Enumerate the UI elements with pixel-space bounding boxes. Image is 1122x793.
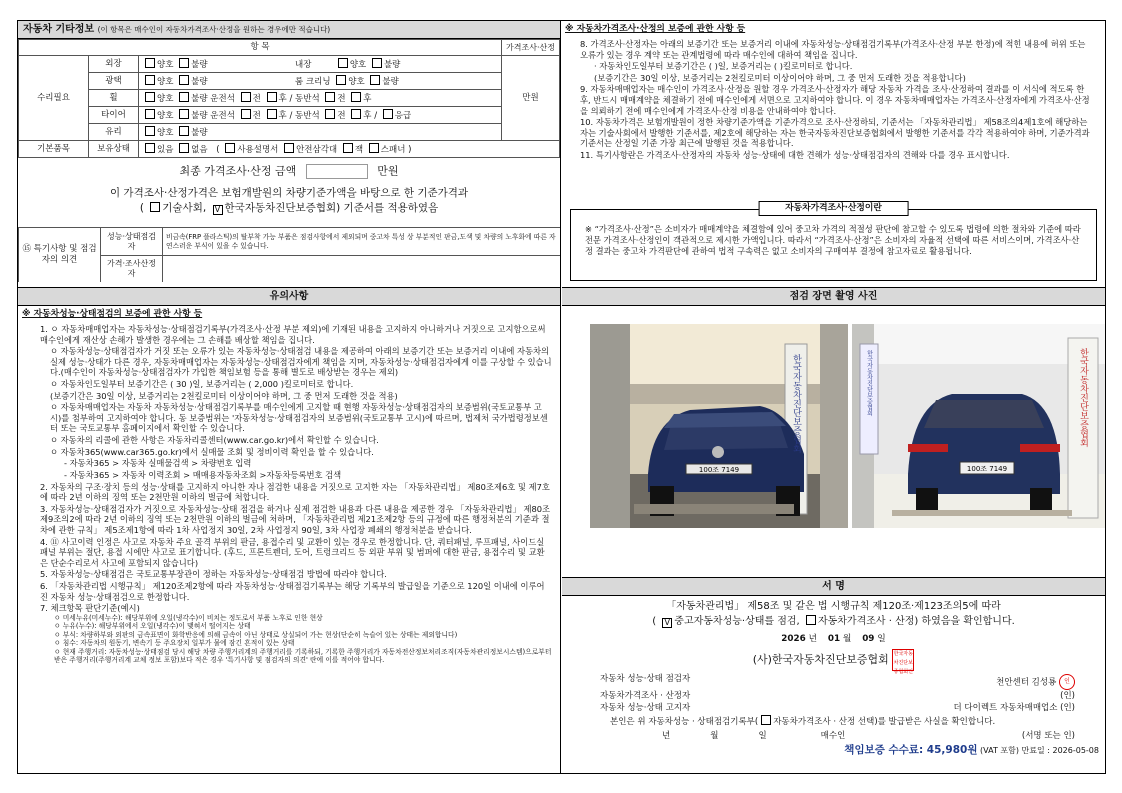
price-notes-list xyxy=(562,35,1105,161)
signature-rows xyxy=(562,673,1105,713)
glass-options: 양호 불량 xyxy=(139,124,502,141)
checkbox-kaiwa[interactable]: V xyxy=(213,205,223,215)
checkbox[interactable] xyxy=(370,75,380,85)
price-inspector-label: 가격·조사산정자 xyxy=(101,256,163,283)
right-column xyxy=(562,21,1105,773)
caution-item: - 자동차365 > 자동차 실매물검색 > 차량번호 입력 xyxy=(64,458,252,469)
signature-role: 자동차가격조사 · 산정자 xyxy=(600,690,691,701)
signature-signer: 더 다이렉트 자동차매매업소 (인) xyxy=(953,702,1075,713)
checkbox[interactable] xyxy=(145,126,155,136)
caution-item: ㅇ 자동차성능·상태점검자가 거짓 또는 오류가 있는 자동차성능·상태점검 내용을 제공하여 아래의 보증기간 또는 보증거리 이내에 자동차의 실제 성능·상태가 다른 경우, 자동차매매업자는 자동차성능·상태점검자에게 책임을 지며, 자동차성능·상태점검자에게 이를 구상할 수 있습니다.(매수인이 자동차성능·상태점검자가 가입한 책임보험 등을 통해 별도로 배상받는 경우는 제외) xyxy=(50,346,552,378)
row-interior: 내장 xyxy=(294,59,312,70)
signature-row xyxy=(562,673,1105,690)
checkbox[interactable] xyxy=(351,92,361,102)
checkbox[interactable] xyxy=(179,92,189,102)
row-room-clean: 룸 크리닝 xyxy=(294,76,331,87)
price-definition-title: 자동차가격조사·산정이란 xyxy=(758,201,909,216)
price-note-item: 11. 특기사항란은 가격조사·산정자의 자동차 성능·상태에 대한 견해가 성능·상태점검자의 견해와 다를 경우 표시합니다. xyxy=(580,150,1010,161)
checkbox[interactable] xyxy=(145,75,155,85)
banner-text-side: 한국자동차진단보증협회 xyxy=(865,350,873,416)
row-own-status: 보유상태 xyxy=(89,141,139,158)
seal-stamp: 인 xyxy=(1059,674,1075,690)
checkbox[interactable] xyxy=(336,75,346,85)
checkbox[interactable] xyxy=(383,109,393,119)
checkbox[interactable] xyxy=(267,109,277,119)
org-seal-stamp: 한국자동차진단보증협회인 xyxy=(893,650,913,675)
checkbox[interactable] xyxy=(241,109,251,119)
other-info-table xyxy=(18,39,560,158)
sign-date: 2026 년 01 월 09 일 xyxy=(781,634,886,644)
caution-item: 5. 자동차성능·상태점검은 국토교통부장관이 정하는 자동차성능·상태점검 방법에 따라야 합니다. xyxy=(40,569,387,580)
inspection-record-page xyxy=(17,20,1106,774)
wheel-options: 양호 불량 운전석 전 후 / 동반석 전 후 xyxy=(139,90,502,107)
signature-role: 자동차 성능·상태 점검자 xyxy=(600,673,691,684)
criteria-item: ㅇ 미세누유(미세누수): 해당부위에 오일(냉각수)이 비치는 정도로서 부품 노후로 인한 현상 xyxy=(54,613,323,622)
fee-row xyxy=(562,741,1105,757)
price-note-item: 10. 자동차가격은 보험개발원이 정한 차량기준가액을 기준가격으로 조사·산정하되, 기준서는 「자동차관리법」 제58조의4제1호에 해당하는 자는 기술사회에서 발행한 기준서를, 제2호에 해당하는 자는 한국자동차진단보증협회에서 발행한 기준서를 각각 적용하여야 하며, 기준가격과 기준서는 산정일 기준 가장 최근에 발행된 것을 적용합니다. xyxy=(580,117,1090,149)
criteria-item: ㅇ 부식: 차량하부와 외판의 금속표면이 화학반응에 의해 금속이 아닌 상태로 상실되어 가는 현상(단순히 녹슬어 있는 상태는 제외합니다) xyxy=(54,630,458,639)
gloss-options: 양호 불량 룸 크리닝 양호 불량 xyxy=(139,73,502,90)
basis-options: ( 기술사회, V 한국자동차진단보증협회) 기준서를 적용하였음 xyxy=(139,202,439,215)
checkbox[interactable] xyxy=(343,143,353,153)
plate-number-rear: 100조 7149 xyxy=(966,465,1008,473)
tire-options: 양호 불량 운전석 전 후 / 동반석 전 후 / 응급 xyxy=(139,107,502,124)
fee-label: 책임보증 수수료: 45,980원 xyxy=(844,744,978,757)
banner-text-front: 한국자동차진단보증협회 xyxy=(791,354,801,453)
inspection-photo-rear xyxy=(852,324,1105,528)
checkbox[interactable] xyxy=(267,92,277,102)
row-wheel: 휠 xyxy=(89,90,139,107)
checkbox[interactable] xyxy=(145,92,155,102)
caution-list xyxy=(18,320,560,614)
signature-signer: 천안센터 김성룡 인 xyxy=(996,674,1075,690)
signature-signer xyxy=(1060,691,1075,702)
caution-section xyxy=(18,287,560,773)
other-info-note: (이 항목은 매수인이 자동차가격조사·산정을 원하는 경우에만 적습니다) xyxy=(97,25,331,34)
seal-mark: (인) xyxy=(1060,690,1075,701)
inspection-photo-front xyxy=(590,324,848,528)
photos-header: 점검 장면 촬영 사진 xyxy=(562,288,1105,306)
photos-section xyxy=(562,287,1105,595)
caution-item: 1. ㅇ 자동차매매업자는 자동차성능·상태점검기록부(가격조사·산정 부분 제외)에 기재된 내용을 고지하지 아니하거나 거짓으로 고지함으로써 매수인에게 재산상 손해가 발생한 경우에는 그 손해를 배상할 책임을 집니다. xyxy=(40,323,546,345)
row-glass: 유리 xyxy=(89,124,139,141)
other-info-section xyxy=(18,21,560,282)
checkbox[interactable] xyxy=(284,143,294,153)
buyer-label: 매수인 xyxy=(820,730,846,741)
criteria-item: ㅇ 침수: 자동차의 원동기, 변속기 등 주요장치 일부가 물에 잠긴 흔적이 있는 상태 xyxy=(54,639,295,648)
left-column xyxy=(18,21,561,773)
buyer-sign: (서명 또는 인) xyxy=(1021,730,1075,741)
seal-mark: (인) xyxy=(1060,702,1075,713)
signature-role: 자동차 성능·상태 고지자 xyxy=(600,702,691,713)
checkbox[interactable] xyxy=(145,109,155,119)
other-info-header xyxy=(18,21,560,39)
row-gloss: 광택 xyxy=(89,73,139,90)
checkbox-receipt[interactable] xyxy=(761,715,771,725)
price-definition-box xyxy=(570,203,1097,281)
caution-item: (보증기간은 30일 이상, 보증거리는 2천킬로미터 이상이어야 하며, 그 중 먼저 도래한 것을 적용) xyxy=(50,390,398,401)
org-row xyxy=(562,649,1105,675)
caution-item: ㅇ 자동차365(www.car365.go.kr)에서 실매물 조회 및 정비이력 확인을 할 수 있습니다. xyxy=(50,446,374,457)
buyer-row: 년 월 일 매수인 (서명 또는 인) xyxy=(662,730,1075,741)
price-inspector-opinion xyxy=(163,256,561,283)
checkbox[interactable] xyxy=(369,143,379,153)
org-name: (사)한국자동차진단보증협회 xyxy=(752,652,889,666)
price-note-item: (보증기간은 30일 이상, 보증거리는 2천킬로미터 이상이어야 하며, 그 중 먼저 도래한 것을 적용합니다) xyxy=(594,72,966,83)
perf-inspector-label: 성능·상태점검자 xyxy=(101,228,163,256)
caution-header: 유의사항 xyxy=(18,288,560,306)
checkbox[interactable] xyxy=(338,58,348,68)
other-info-title: 자동차 기타정보 xyxy=(23,24,95,35)
final-price-row xyxy=(18,164,560,179)
expiry: 만료일 : 2026-05-08 xyxy=(1021,746,1099,756)
checkbox[interactable] xyxy=(241,92,251,102)
checkbox[interactable] xyxy=(179,75,189,85)
col-item-header: 항 목 xyxy=(19,40,502,56)
row-exterior: 외장 xyxy=(89,56,139,73)
exterior-options: 양호 불량 내장 양호 불량 xyxy=(139,56,502,73)
checkbox[interactable] xyxy=(225,143,235,153)
price-notes-title: ※ 자동차가격조사·산정의 보증에 관한 사항 등 xyxy=(565,24,746,34)
group-basic: 기본품목 xyxy=(19,141,89,158)
checkbox[interactable] xyxy=(325,92,335,102)
checkbox-performance[interactable]: V xyxy=(662,618,672,628)
special-notes-table xyxy=(18,227,560,282)
price-note-item: 9. 자동차매매업자는 매수인이 가격조사·산정을 원할 경우 가격조사·산정자가 해당 자동차 가격을 조사·산정하여 결과를 이 서식에 적도록 한 후, 반드시 매매계약을 체결하기 전에 매수인에게 서면으로 고지하여야 합니다. 이 경우 자동차매매업자는 가격조사·산정자에게 가격조사·산정을 의뢰하기 전에 매수인에게 가격조사·산정 비용을 안내하여야 합니다. xyxy=(580,84,1090,116)
caution-subtitle: ※ 자동차성능·상태점검의 보증에 관한 사항 등 xyxy=(22,309,203,319)
caution-item: 3. 자동차성능·상태점검자가 거짓으로 자동차성능·상태 점검을 하거나 실제 점검한 내용과 다른 내용을 제공한 경우 「자동차관리법」 제80조제9조의2에 따라 2년 이하의 징역 또는 2천만원 이하의 벌금에 처하며, 「자동차관리법 제21조제2항 등의 규정에 따른 행정처분의 기준과 절차에 관한 규칙」 제5조제1항에 따라 1차 사업정지 30일, 2차 사업정지 90일, 3차 사업장 폐쇄의 행정처분을 받습니다. xyxy=(40,503,551,535)
caution-item: ㅇ 자동차매매업자는 자동차 자동차성능·상태점검기록부를 매수인에게 고지할 때 현행 자동차성능·상태점검자의 보증범위(국토교통부 고시)를 첨부하여 고지하여야 합니다. 동 보증범위는 '자동차성능·상태점검자의 보증범위(국토교통부 고시)에 따르며, 법제처 국가법령정보센터 또는 국토교통부 홈페이지에서 확인할 수 있습니다. xyxy=(50,402,548,434)
caution-item: 4. ⑪ 사고이력 인정은 사고로 자동차 주요 골격 부위의 판금, 용접수리 및 교환이 있는 경우로 한정합니다. 단, 쿼터패널, 루프패널, 사이드실패널 부위는 절단, 용접 시에만 사고로 표기합니다. (후드, 프론트펜더, 도어, 트렁크리드 등 외판 부위 및 범퍼에 대한 판금, 용접수리 및 교환은 단순수리로서 사고에 포함되지 않습니다) xyxy=(40,536,545,568)
price-note-item: 8. 가격조사·산정자는 아래의 보증기간 또는 보증거리 이내에 자동차성능·상태점검기록부(가격조사·산정 부분 한정)에 적힌 내용에 허위 또는 오류가 있는 경우 계약 또는 관계법령에 따라 매수인에 대하여 책임을 집니다. xyxy=(580,38,1086,60)
checkbox[interactable] xyxy=(351,109,361,119)
criteria-item: ㅇ 누유(누수): 해당부위에서 오일(냉각수)이 맺혀서 떨어지는 상태 xyxy=(54,622,251,631)
basis-text: 이 가격조사·산정가격은 보험개발원의 차량기준가액을 바탕으로 한 기준가격과 xyxy=(109,187,469,199)
perf-inspector-opinion: 비금속(FRP 플라스틱)의 탈부착 가능 부품은 점검사항에서 제외되며 중고차 특성 상 부분적인 판금,도색 및 차량의 노후화에 따른 자연스러운 부식이 있을 수 있습니다. xyxy=(163,228,561,256)
caution-item: 6. 「자동차관리법 시행규칙」 제120조제2항에 따라 자동차성능·상태점검기록부는 해당 기록부의 발급일을 기준으로 120일 이내에 이루어진 자동차 성능·상태점검으로 한정합니다. xyxy=(40,581,545,602)
checkbox-price[interactable] xyxy=(806,615,816,625)
checkbox[interactable] xyxy=(179,58,189,68)
checkbox[interactable] xyxy=(372,58,382,68)
signature-row xyxy=(562,702,1105,714)
criteria-list xyxy=(18,614,560,665)
row-tire: 타이어 xyxy=(89,107,139,124)
checkbox[interactable] xyxy=(179,126,189,136)
banner-text-rear: 한국자동차진단보증협회 xyxy=(1078,348,1088,447)
final-price-label: 최종 가격조사·산정 금액 xyxy=(179,164,297,178)
checkbox[interactable] xyxy=(179,109,189,119)
signature-section xyxy=(562,577,1105,773)
plate-number-front: 100조 7149 xyxy=(698,466,740,474)
checkbox[interactable] xyxy=(325,109,335,119)
caution-item: 7. 체크항목 판단기준(예시) xyxy=(40,603,140,614)
criteria-item: ㅇ 현재 주행거리: 자동차성능·상태점검 당시 해당 차량 주행거리계의 주행거리를 기록하되, 기록한 주행거리가 자동차전산정보처리조직(자동차관리정보시스템)으로부터 받은 주행거리(주행거리계 교체 정보 포함)보다 적은 경우 '특기사항 및 점검자의 의견' 란에 이를 적어야 합니다. xyxy=(54,647,552,665)
price-note-item: · 자동차인도일부터 보증기간은 ( )일, 보증거리는 ( )킬로미터로 합니다. xyxy=(594,61,853,72)
receipt-line: 본인은 위 자동차성능 · 상태점검기록부( 자동차가격조사 · 산정 선택)를 발급받은 사실을 확인합니다. xyxy=(610,717,996,728)
repair-price-unit: 만원 xyxy=(502,56,560,141)
final-price-unit: 만원 xyxy=(377,164,399,178)
signature-row xyxy=(562,690,1105,702)
checkbox[interactable] xyxy=(145,143,155,153)
col-price-header: 가격조사·산정 xyxy=(502,40,560,56)
signature-header: 서 명 xyxy=(562,578,1105,596)
price-notes-section xyxy=(562,21,1105,287)
price-definition-text: ※ “가격조사·산정”은 소비자가 매매계약을 체결함에 있어 중고차 가격의 적절성 판단에 참고할 수 있도록 법령에 의한 절차와 기준에 따라 전문 가격조사·산정인이 객관적으로 제시한 가액입니다. 따라서 “가격조사·산정”은 소비자의 자율적 선택에 따른 서비스이며, 가격조사·산정 결과는 중고차 가격판단에 관하여 법적 구속력은 없고 소비자의 구매여부 결정에 참고자료로 활용됩니다. xyxy=(585,224,1081,256)
special-label: ⑮ 특기사항 및 점검자의 의견 xyxy=(19,228,101,283)
checkbox[interactable] xyxy=(179,143,189,153)
law-line: 「자동차관리법」 제58조 및 같은 법 시행규칙 제120조·제123조의5에 따라 xyxy=(666,601,1001,612)
confirm-line: ( V 중고자동차성능·상태를 점검, 자동차가격조사 · 산정) 하였음을 확인합니다. xyxy=(652,615,1015,627)
caution-item: ㅇ 자동차인도일부터 보증기간은 ( 30 )일, 보증거리는 ( 2,000 )킬로미터로 합니다. xyxy=(50,379,354,390)
fee-note: (VAT 포함) xyxy=(980,746,1019,756)
basic-options: 있음 없음 ( 사용설명서 안전삼각대 잭 스패너 ) xyxy=(139,141,560,158)
final-price-input[interactable] xyxy=(306,164,368,179)
caution-item: 2. 자동차의 구조·장치 등의 성능·상태를 고지하지 아니한 자나 점검한 내용을 거짓으로 고지한 자는 「자동차관리법」 제80조제6호 및 제7호에 따라 2년 이하의 징역 또는 2천만원 이하의 벌금에 처합니다. xyxy=(40,481,550,503)
checkbox-tech-society[interactable] xyxy=(150,202,160,212)
caution-item: - 자동차365 > 자동차 이력조회 > 매매용자동차조회 >자동차등록번호 검색 xyxy=(64,469,342,480)
caution-item: ㅇ 자동차의 리콜에 관한 사항은 자동차리콜센터(www.car.go.kr)에서 확인할 수 있습니다. xyxy=(50,435,379,446)
checkbox[interactable] xyxy=(145,58,155,68)
group-repair: 수리필요 xyxy=(19,56,89,141)
